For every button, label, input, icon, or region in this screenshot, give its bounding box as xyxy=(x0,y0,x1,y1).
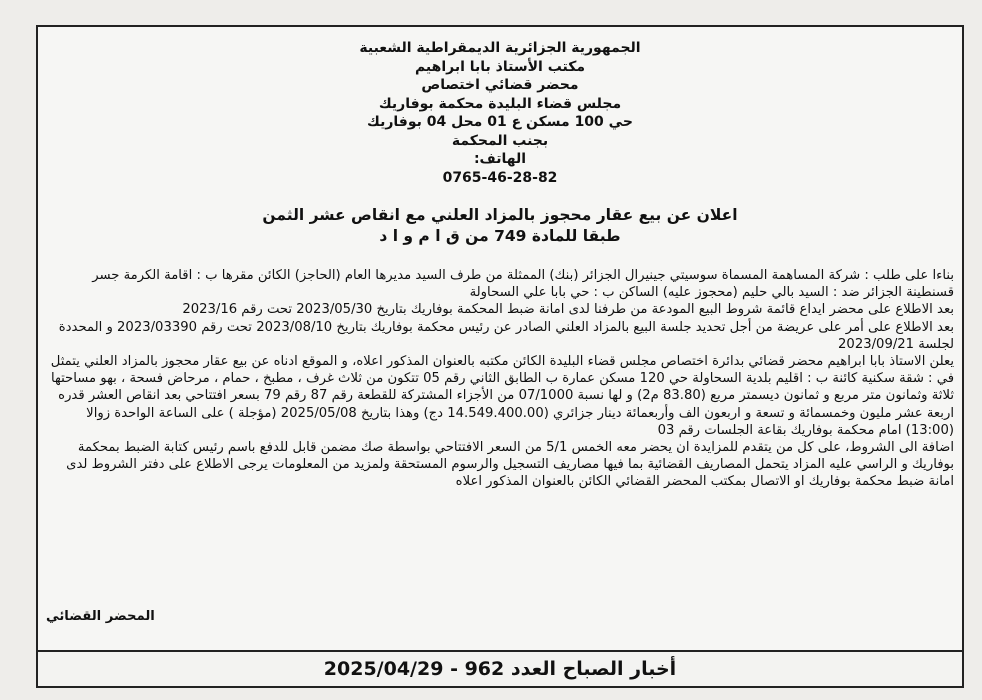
body-paragraph-bidding-terms: اضافة الى الشروط، على كل من يتقدم للمزايدة ان يحضر معه الخمس 5/1 من السعر الافتتاحي بواسطة صك مضمن قابل للدفع باسم رئيس كتابة الضبط بمحكمة بوفاريك و الراسي عليه المزاد يتحمل المصاريف القضائية بما فيها مصاريف التسجيل والرسوم المستحقة ولمزيد من المعلومات يرجى الاطلاع على دفتر الشروط لدى امانة ضبط محكمة بوفاريك او الاتصال بمكتب المحضر القضائي الكائن بالعنوان المذكور اعلاه xyxy=(66,440,954,490)
publication-date: 2025/04/29 xyxy=(323,658,444,680)
body-paragraph-property-sale: يعلن الاستاذ بابا ابراهيم محضر قضائي بدائرة اختصاص مجلس قضاء البليدة الكائن مكتبه بالعنوان المذكور اعلاه، و الموقع ادناه عن بيع عقار محجوز بالمزاد العلني يتمثل في : شقة سكنية كائنة ب : اقليم بلدية السحاولة حي 120 مسكن عمارة ب الطابق الثاني رقم 05 تتكون من ثلاث غرف ، مطبخ ، حمام ، مرحاض فسحة ، بهو مساحتها ثلاثة وثمانون متر مربع و ثمانون ديسمتر مربع (83.80 م2) و لها نسبة 07/1000 من الأجزاء المشتركة للقطعة رقم 87 رقم 79 بسعر افتتاحي بعد انقاص العشر قدره اربعة عشر مليون وخمسمائة و تسعة و اربعون الف وأربعمائة دينار جزائري (14.549.400.00 دج) وهذا بتاريخ 2025/05/08 (مؤجلة ) على الساعة الواحدة زوالا (13:00) امام محكمة بوفاريك بقاعة الجلسات رقم 03 xyxy=(50,354,954,438)
bailiff-office-header xyxy=(38,39,962,187)
header-office: مكتب الأستاذ بابا ابراهيم xyxy=(414,58,586,75)
announcement-body xyxy=(46,267,954,491)
header-country: الجمهورية الجزائرية الديمقراطية الشعبية xyxy=(359,40,641,56)
title-line-2: طبقا للمادة 749 من ق ا م و ا د xyxy=(379,227,621,245)
header-role: محضر قضائي اختصاص xyxy=(421,77,579,93)
header-address: حي 100 مسكن ع 01 محل 04 بوفاريك xyxy=(367,114,633,130)
body-paragraph-request: بناءا على طلب : شركة المساهمة المسماة سوسيتي جينيرال الجزائر (بنك) الممثلة من طرف السيد مديرها العام (الحاجز) الكائن مقرها ب : اقامة الكرمة جسر قسنطينة الجزائر ضد : السيد بالي حليم (محجوز عليه) الساكن ب : حي بابا علي السحاولة xyxy=(92,268,954,301)
body-paragraph-court-order: بعد الاطلاع على أمر على عريضة من أجل تحديد جلسة البيع بالمزاد العلني الصادر عن رئيس محكمة بوفاريك بتاريخ 2023/08/10 تحت رقم 2023/03390 و المحددة لجلسة 2023/09/21 xyxy=(58,319,954,352)
title-line-1: اعلان عن بيع عقار محجوز بالمزاد العلني مع انقاص عشر الثمن xyxy=(262,206,738,224)
header-phone-label: الهاتف: xyxy=(473,151,527,167)
publication-footer xyxy=(36,650,964,688)
body-paragraph-conditions-deposit: بعد الاطلاع على محضر ايداع قائمة شروط البيع المودعة من طرفنا لدى امانة ضبط المحكمة بوفاريك بتاريخ 2023/05/30 تحت رقم 2023/16 xyxy=(182,302,954,318)
header-location: بجنب المحكمة xyxy=(451,132,549,149)
announcement-title xyxy=(38,205,962,247)
header-phone-number: 0765-46-28-82 xyxy=(442,169,558,186)
signature: المحضر القضائي xyxy=(46,609,155,624)
header-court: مجلس قضاء البليدة محكمة بوفاريك xyxy=(378,95,622,112)
announcement-frame xyxy=(36,25,964,653)
publication-issue: أخبار الصباح العدد 962 - xyxy=(450,658,677,680)
